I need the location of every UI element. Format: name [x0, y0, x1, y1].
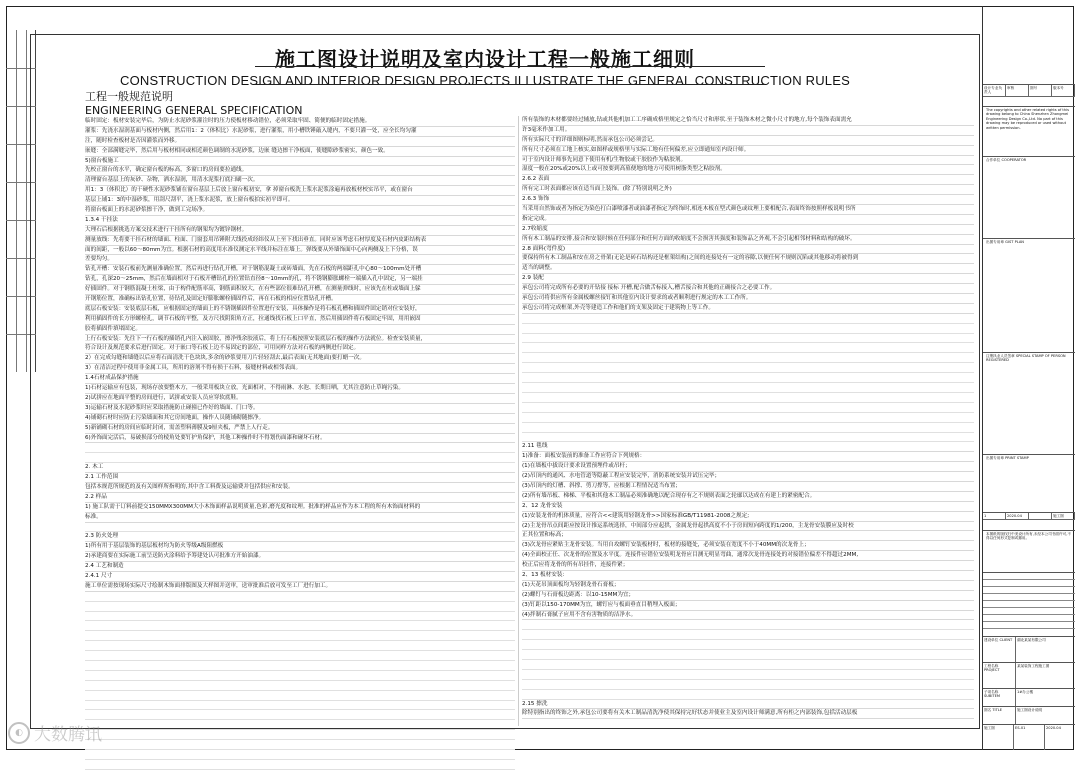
right_lines-text-line: 所有实际尺寸的详细图则标明,然而承包公司必须尝记。 [522, 136, 974, 146]
watermark [8, 720, 102, 745]
right_lines-text-line: (2)吊顶内的通风、水电管道等隐蔽工程应安装完毕，消防系统安装并试压完毕； [522, 472, 974, 482]
left_lines-text-line [85, 710, 515, 720]
tb-header-cell: 版本号 [1052, 85, 1075, 96]
right_lines-text-line: 2.7收缩度 [522, 225, 974, 235]
right_lines-text-line [522, 403, 974, 413]
right_lines-text-line: 所有完工时表面都应该在适当面上装饰。(除了特别说明之外) [522, 185, 974, 195]
right_lines-text-line: 校正后应将龙骨的所有吊挂件，连接件紧； [522, 561, 974, 571]
left_lines-text-line [85, 453, 515, 463]
right_lines-text-line [522, 324, 974, 334]
left_lines-text-line: 利用插固件的长方形螺栓孔，调节石板的平整，及方尺找阴阳角方正，拉通线找石板上口平直，然后用插固件将石板固定牢固，用用嵌固 [85, 315, 515, 325]
left_lines-text-line: 嵌缝：全部满缝完毕，然后用与板材相同或相近颜色调制的水泥砂浆，边嵌 缝边擦干净板面，使缝隙砂浆密实，颜色一致。 [85, 147, 515, 157]
right_lines-text-line [522, 423, 974, 433]
right_lines-text-line: 当采用自然饰或者为指定为染色打白漆喷漆者或油漆者指定为终饰时,相连木板在型式颜色或纹理上要相配合,表面终饰按照样板说明书所 [522, 205, 974, 215]
right_lines-text-line: 2、13 板材安装： [522, 571, 974, 581]
left_lines-text-line [85, 592, 515, 602]
right_lines-text-line: (2)主龙骨吊点间距应按设计推运系统选择，中间部分应起拱，金属龙骨起拱高度不小于房间短向跨度的1/200，主龙骨安装膜应及时校 [522, 522, 974, 532]
title-block-header [983, 85, 1075, 97]
right_lines-text-line [522, 393, 974, 403]
tb-rev-cell: 2020.04 [1006, 513, 1029, 519]
right_lines-text-line: 所有尺寸必须在工地上核实,如图样或规格里与实际工地有任何偏差,应立即通知室内设计师。 [522, 146, 974, 156]
left_lines-text-line: 2)承建商要在实际施工前呈送防火涂料给予筹建处认可批准方开始油漆。 [85, 552, 515, 562]
tb-cooperator: 合作单位 COOPERATOR [983, 156, 1075, 236]
left_lines-text-line: 胶将插固件填堵固定。 [85, 325, 515, 335]
left_lines-text-line: 测量放线：先将要干挂石材的墙面、柱面、门窗套用吊锤附大线投成经纬仪从上至下找出垂直。同时应该考虑石材厚度及石材内皮距结构表 [85, 236, 515, 246]
left_lines-text-line: 2)试拼应在地面平整的房间进行，试拼或安装人员应穿软底鞋。 [85, 394, 515, 404]
right_lines-text-line [522, 660, 974, 670]
right_lines-text-line [522, 314, 974, 324]
left_lines-text-line [85, 720, 515, 730]
right_lines-text-line [522, 353, 974, 363]
right_lines-text-line: 所有木工制品的安排,接合和安装时候在任何部分和任何方面的收缩度不会损害其强度和装饰品之外观,不会引起相邻材料和结构的破坏。 [522, 235, 974, 245]
tb-copyright-note: The copyrights and other related rights of this drawing belong to China Shenzhen Zhongmei Engineering Design Co.,Ltd. No part of this drawing may be reproduced or used without written permission. [983, 106, 1075, 154]
left_lines-text-line: 2）在完成勾缝和墙缝以后应将石面清洗干色块块,多余的砂浆要用刀片轻轻刮去,最后表面(无其地面)要打蜡一次。 [85, 354, 515, 364]
right_lines-text-line: 2.6.2 表面 [522, 175, 974, 185]
right_lines-text-line [522, 363, 974, 373]
right_lines-text-line: 2、12 龙骨安装 [522, 502, 974, 512]
left_lines-text-line: 将窗台板面上的水泥砂浆擦干净，做到工完场净。 [85, 206, 515, 216]
left-text-column [85, 88, 515, 770]
left_lines-text-line: 符合设计及规范要求后进行固定。对于嵌口等石板上边不易固定的部位，可用同样方法对石板的两侧进行固定。 [85, 344, 515, 354]
tb-header-cell: 设计专业负责人 [983, 85, 1006, 96]
left_lines-text-line [85, 612, 515, 622]
right_lines-text-line: 2.8 面料(弯件度) [522, 245, 974, 255]
left_lines-text-line: 好插固件。对于钢筋混凝土柱梁，由于构件配筋率高，钢筋面积较大，在有些部位很难钻孔开槽，在测量弹线时，应该先在柱或墙面上躲 [85, 285, 515, 295]
left_lines-text-line [85, 681, 515, 691]
right_lines-text-line [522, 670, 974, 680]
right_lines-text-line: 湿度一般在20%或20%以上或可按要到高墓便地的地方可使用树脂类型之粘胶剂。 [522, 165, 974, 175]
tb-sign-grid [983, 572, 1075, 634]
right_lines-text-line: 正其位置和标高； [522, 531, 974, 541]
left_lines-text-line: 6)外饰面完活后，易破损部分的棱角处要钉护角保护，其他工种操作时不得划伤面漆和碰坏石材。 [85, 434, 515, 444]
left_lines-text-line: 3)运输石材及水泥砂浆时应采取措施防止碰撞已作好的墙面、门口等。 [85, 404, 515, 414]
tb-client: 湖北某某有限公司 [1017, 638, 1046, 642]
right_lines-text-line: (3)次龙骨应紧贴主龙骨安装。当用自攻螺钉安装板材时，板材的接缝处，必须安装在宽度不小于40MM的次龙骨上； [522, 541, 974, 551]
left_lines-text-line [85, 641, 515, 651]
left_lines-text-line: 2.4 工艺和制造 [85, 562, 515, 572]
right_lines-text-line: (1)在墙板中拔设计要求设置预埋件或吊杆； [522, 462, 974, 472]
right_lines-text-line: (4)全面校正任、次龙骨的位置及水平度。连接件应错位安装明龙骨应目测无明显弯曲，通常次龙骨连接处的对接错位偏差不得超过2MM, [522, 551, 974, 561]
right_lines-text-line: 所有装饰的木材都要经过辅放,钻或其他机加工工序确成格里规定之恰当尺寸和形状.至于装饰木材之微小尺寸的地方,每个装饰表面需允 [522, 116, 974, 126]
right_lines-text-line [522, 690, 974, 700]
tb-sheet: 施工图 [983, 725, 1014, 750]
left_lines-text-line: 标准。 [85, 513, 515, 523]
tb-drawing-no: ES-01 [1014, 725, 1045, 750]
watermark-logo-icon: ◐ [8, 722, 30, 744]
left_lines-text-line: 清理窗台基层上的灰砂、杂物，洒水湿润，用清水泥浆打底扫刷一次。 [85, 176, 515, 186]
watermark-text: 大数腾讯 [34, 725, 102, 744]
left_lines-text-line: 1.4石材成品保护措施 [85, 374, 515, 384]
left_lines-text-line: 3）在清洁过程中使用非金属工具，所用的溶剂不得有损于石料，接缝材料或相邻表面。 [85, 364, 515, 374]
left_lines-text-line: 2.1 工作范围 [85, 473, 515, 483]
left_lines-text-line [85, 740, 515, 750]
title-underline [255, 66, 765, 67]
right_lines-text-line: 1)准备：面板安装前的准备工作应符合下列规格： [522, 452, 974, 462]
left_lines-text-line: 用1：3（体积比）的干硬性水泥砂浆铺在窗台基层上后放上窗台板初安，拿 掉窗台板洗上浆水泥浆涂遍再放板材校实吊平，或在窗台 [85, 186, 515, 196]
left_lines-text-line [85, 443, 515, 453]
tb-project: 某某装饰工程施工图 [1017, 664, 1050, 668]
left_lines-text-line: 大理石后根据挑选方案交技术进行干挂所有的钢架均为镀锌钢材。 [85, 226, 515, 236]
left_lines-text-line [85, 523, 515, 533]
left_lines-text-line [85, 671, 515, 681]
left_lines-text-line: 5)窗台板施工 [85, 157, 515, 167]
left_lines-text-line: 开钢筋位置，准确标出钻孔位置，待钻孔及固定好膨胀螺栓插固件后，再在石板的相应位置钻孔开槽。 [85, 295, 515, 305]
right_lines-text-line: 适当的调整。 [522, 264, 974, 274]
right_lines-text-line: 2.9 装配 [522, 274, 974, 284]
left_lines-text-line: 基层上铺1：3的中湿砂浆，用刮尺刮平，浇上浆水泥浆，放上窗台板拍实初平即可。 [85, 196, 515, 206]
left_lines-text-line: 2.2 样品 [85, 493, 515, 503]
tb-gist-stamp: 出图专用章 GIST PLAN [983, 238, 1075, 350]
right_lines-text-line: 除特别指出的终饰之外,承包公司要将有关木工制品清洗净使其保持完好状态并使业主及室内设计师满意,所有柜之内部装饰,包括活动层板 [522, 709, 974, 719]
left_lines-text-line: 钻孔，孔深20～25mm，然后在墙面相对于石板开槽钻孔的位置钻直径8～10mm的孔，将不锈钢膨胀螺栓一端插入孔中固定，另一端挂 [85, 275, 515, 285]
right_lines-text-line: 要保持所有木工制品和安在房之骨架(无论是砖石结构还是框架结构)之间的连接处有一定的容隙,以便任何不规则沉陷或其他移动将被得到 [522, 254, 974, 264]
right_lines-text-line [522, 413, 974, 423]
left_lines-text-line: 2. 木工 [85, 463, 515, 473]
right_lines-text-line: (1)天花吊顶面板均为轻钢龙骨石膏板； [522, 581, 974, 591]
right_lines-text-line [522, 373, 974, 383]
right_lines-text-line: 承包公司将完成框架,外壳等建造工作和他们的支架及固定于建筑物上等工作。 [522, 304, 974, 314]
right_lines-text-line [522, 640, 974, 650]
left_lines-text-line [85, 631, 515, 641]
title-en: CONSTRUCTION DESIGN AND INTERIOR DESIGN PROJECTS ILLUSTRATE THE GENERAL CONSTRUCTION RULES [120, 73, 850, 88]
left_lines-text-line [85, 602, 515, 612]
right-line-list [522, 116, 974, 719]
right_lines-text-line [522, 680, 974, 690]
left_lines-text-line: 临时固定：板材安装完毕后，为防止水泥砂浆灌注时的压力使板材移动错位，必须采取牢固、简便的临时固定措施。 [85, 117, 515, 127]
right_lines-text-line: (3)吊顶内的灯槽、斜撑、剪刀撑等，应根据工程情况适当布置； [522, 482, 974, 492]
left_lines-text-line [85, 701, 515, 711]
left_lines-text-line: 面的间距，一般以60～80mm为宜。根据石材的高度用水准仪测定水平线并标注在墙上。弹线要从外墙饰面中心向两侧及上下分格，误 [85, 246, 515, 256]
left_lines-text-line [85, 760, 515, 770]
left_lines-text-line: 5)新铺砌石材的房间应临时封闭，需盖塑料薄膜及9厘夹板，严禁上人行走。 [85, 424, 515, 434]
right_lines-text-line [522, 334, 974, 344]
right_lines-text-line: (2)所有墙吊板、梯梯、平板和其他木工制品必须准确地以配合现存有之不规则表面之轮廓以达成在有建上的紧密配合。 [522, 492, 974, 502]
left_lines-text-line: 上行石板安装：先往下一行石板的插销孔内注入嵌固胶，擦净残余胶液后，将上行石板按照安装底层石板的操作方法就位。检查安装质量， [85, 335, 515, 345]
right_lines-text-line: (4)拌制石膏腻子应用不含有害物质的洁净水。 [522, 611, 974, 621]
tb-header-cell: 图号 [1029, 85, 1052, 96]
right_lines-text-line: 承包公司将完成所有必要的开钻接 接标 开槽,配合做舌标接入,槽舌接合和其他的正确接合之必要工作。 [522, 284, 974, 294]
left_lines-text-line [85, 651, 515, 661]
tb-subitem: 1#办公楼 [1017, 690, 1034, 694]
right_lines-text-line [522, 630, 974, 640]
left_lines-text-line: 1)所有用于基层装饰的基层板材均为防火等级A级阻燃板 [85, 542, 515, 552]
left_lines-text-line: 1)石材运输应有包装，现场存放要整木方，一般采用板块立放，光面相对，不得雨淋、水泡、长期日晒，尤其注意防止草绳污染。 [85, 384, 515, 394]
tb-date: 2020.04 [1046, 726, 1061, 730]
tb-client-label: 建设单位 CLIENT [983, 637, 1016, 662]
left_lines-text-line: 先校正窗台的水平，确定窗台板的标高，多窗口的房间要拉通线。 [85, 166, 515, 176]
tb-rev-cell: 施工图 [1052, 513, 1075, 519]
right_lines-text-line [522, 650, 974, 660]
title-underline-2 [255, 84, 765, 85]
left_lines-text-line: 包括本规范所规范的及有关图样所指明的,其中含工料费及运输费并包括供应和安装。 [85, 483, 515, 493]
right_lines-text-line: 2.11 毯线 [522, 442, 974, 452]
tb-print-stamp: 出图专用章 PRINT STAMP [983, 454, 1075, 510]
left_lines-text-line: 施工单位需按现场实际尺寸绘制木饰面排版图及大样图并送审，送审批准后放可发至工厂进行加工。 [85, 582, 515, 592]
right_lines-text-line [522, 343, 974, 353]
tb-title-label: 图名 TITLE [983, 707, 1016, 724]
left_lines-text-line [85, 750, 515, 760]
title-block [982, 6, 1074, 750]
right_lines-text-line: (2)螺钉与石膏板边距离：以10-15MM为宜； [522, 591, 974, 601]
left_lines-text-line [85, 621, 515, 631]
tb-rev-cell: 1 [983, 513, 1006, 519]
left_lines-text-line: 1.3.4 干挂法 [85, 216, 515, 226]
right_lines-text-line: (1)安装龙骨的机体质量，应符合<<建筑用轻钢龙骨>>国家标准GB/T11981-2008之规定; [522, 512, 974, 522]
right_lines-text-line: 承包公司将供应所有金属板螺丝接钉和其他室内设计要求的或者顺利进行规定的木工工作所。 [522, 294, 974, 304]
tb-title: 施工图设计说明 [1017, 708, 1043, 712]
right_lines-text-line: 可于室内设计师事先同意下使用有机/生物胶或干胶胶作为粘胶剂。 [522, 156, 974, 166]
left_lines-text-line: 灌浆：先浇水湿润基面与板材内侧，然后用1：2（体积比）水泥砂浆，进行灌浆，用小槽铁锤敲入缝内，不要只灌一处，应全长均匀灌 [85, 127, 515, 137]
left_lines-text-line: 2.4.1 尺寸 [85, 572, 515, 582]
column-divider [518, 116, 519, 726]
right-text-column [522, 116, 974, 719]
right_lines-text-line: 许3毫米作加工用。 [522, 126, 974, 136]
left_lines-text-line: 4)铺砌石材时应防止污染墙面和其它房间地面，操作人员随铺砌随擦净。 [85, 414, 515, 424]
left_lines-text-line: 2.3 防火处理 [85, 532, 515, 542]
right_lines-text-line [522, 383, 974, 393]
tb-copyright-cn: 本图纸的版权归中美设计所有,未经本公司书面许可,不得以任何形式复制或挪用。 [983, 530, 1075, 570]
right_lines-text-line: (3)钉距以150-170MM为宜，螺钉应与板面垂直目稍埋入板面； [522, 601, 974, 611]
right_lines-text-line: 指定完成。 [522, 215, 974, 225]
left-line-list [85, 117, 515, 770]
left_lines-text-line [85, 730, 515, 740]
left_lines-text-line [85, 661, 515, 671]
left_lines-text-line [85, 691, 515, 701]
title-cn: 施工图设计说明及室内设计工程一般施工细则 [275, 49, 695, 71]
tb-subitem-label: 子项名称 SUBITEM [983, 689, 1016, 706]
left_lines-text-line: 钻孔开槽：安装石板前先测量准确位置，然后再进行钻孔开槽，对于钢筋混凝土或砖墙面，先在石板的两端距孔中心80～100mm处开槽 [85, 265, 515, 275]
right_lines-text-line: 2.15 擦洗 [522, 700, 974, 710]
left_lines-text-line: 底层石板安装：安装底层石板，应根据固定的墙面上的不锈钢插固件位置进行安装，具体操作是将石板孔槽和插固件固定销对位安装好， [85, 305, 515, 315]
section-heading-en: ENGINEERING GENERAL SPECIFICATION [85, 104, 303, 117]
tb-rev-cell [1029, 513, 1052, 519]
section-heading-cn: 工程一般规范说明 [85, 90, 173, 103]
right_lines-text-line: 2.6.3 饰饰 [522, 195, 974, 205]
left_lines-text-line: 差要均匀。 [85, 255, 515, 265]
tb-header-cell: 审核 [1006, 85, 1029, 96]
tb-project-label: 工程名称 PROJECT [983, 663, 1016, 688]
tb-revision-row [983, 513, 1075, 520]
left_lines-text-line: 1) 施工队需于订料前提交150MMX300MM大小木饰面样品说明质量,色彩,磨光度和纹理。批准的样品应作为本工程的所有木饰面材料的 [85, 503, 515, 513]
tb-registered-stamp: 注册执业人员签章 SPECIAL STAMP OF PERSON REGISTERED [983, 352, 1075, 452]
right_lines-text-line [522, 433, 974, 443]
left_lines-text-line: 注，随时检查板材是否因灌浆而外移。 [85, 137, 515, 147]
right_lines-text-line [522, 620, 974, 630]
